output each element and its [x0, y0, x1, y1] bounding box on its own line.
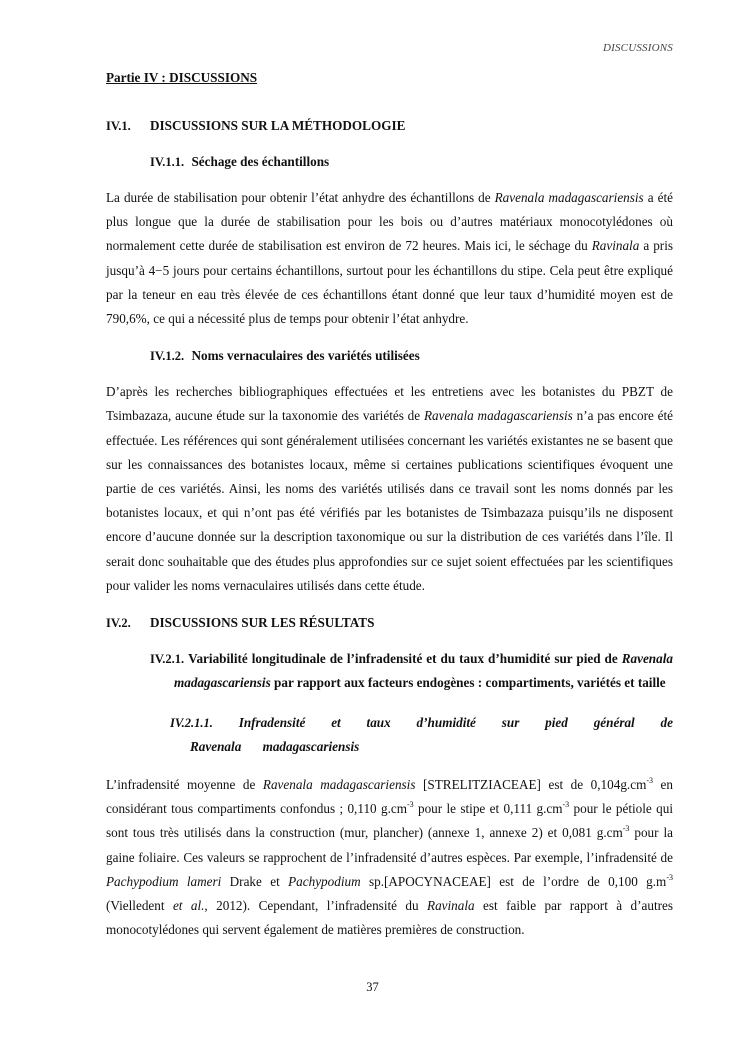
paragraph-text: D’après les recherches bibliographiques effectuées et les entretiens avec les botanistes du PBZT de Tsimbazaza, aucune étude sur la taxonomie des variétés de: [106, 384, 673, 424]
species-name: Ravenala madagascariensis: [423, 408, 573, 424]
paragraph-text: en considérant tous compartiments confondus ; 0,110 g.cm: [106, 777, 674, 817]
section-heading-results: [106, 613, 673, 633]
paragraph-vernacular: [106, 380, 673, 598]
citation-et-al: et al.: [172, 898, 205, 914]
paragraph-text: La durée de stabilisation pour obtenir l’état anhydre des échantillons de: [106, 190, 495, 205]
subsection-title: par rapport aux facteurs endogènes : compartiments, variétés et taille: [270, 675, 666, 691]
paragraph-text: pour la gaine foliaire. Ces valeurs se rapprochent de l’infradensité d’autres espèces. Par exemple, l’infradensité de: [106, 825, 673, 865]
section-number: IV.2.: [106, 616, 131, 631]
genus-name: Pachypodium: [288, 873, 361, 889]
paragraph-text: sp.[APOCYNACEAE] est de l’ordre de 0,100 g.m: [360, 873, 667, 889]
subsection-title: Séchage des échantillons: [191, 154, 330, 169]
unit-exponent: -3: [406, 800, 414, 810]
subsection-heading-variability: [106, 647, 673, 695]
paragraph-text: pour le pétiole qui sont tous très utilisés dans la construction (mur, plancher) (annexe 1, annexe 2) et 0,081 g.cm: [106, 801, 673, 841]
species-name: Pachypodium lameri: [106, 873, 222, 889]
subsubsection-number: IV.2.1.1.: [170, 716, 213, 731]
paragraph-text: a été plus longue que la durée de stabilisation pour les bois ou d’autres matériaux monocotylédones où normalement cette durée de stabilisation est environ de 72 heures. Mais ici, le séchage du: [106, 190, 673, 254]
subsection-number: IV.1.2.: [150, 349, 185, 364]
genus-name: Ravinala: [427, 898, 475, 914]
subsubsection-heading-infradensity: [106, 711, 673, 759]
paragraph-text: , 2012). Cependant, l’infradensité du: [204, 898, 428, 914]
paragraph-text: [STRELITZIACEAE] est de 0,104g.cm: [415, 777, 647, 793]
part-title: Partie IV : DISCUSSIONS: [106, 70, 258, 85]
paragraph-text: est faible par rapport à d’autres monocotylédones qui servent également de matières premières de construction.: [106, 898, 674, 938]
paragraph-text: n’a pas encore été effectuée. Les références qui sont généralement utilisées concernant les variétés existantes ne se basent que sur les connaissances des botanistes locaux, même si certaines publications scientifiques évoquent une partie de ces variétés. Ainsi, les noms des variétés utilisés dans ce travail sont les noms donnés par les botanistes locaux, et qui n’ont pas été vérifiés par les botanistes de Tsimbazaza puisqu’ils ne disposent encore d’aucune donnée sur la description taxonomique ou sur la distribution de ces variétés dans l’île. Il serait donc souhaitable que des études plus approfondies sur ce sujet soient effectuées par les scientifiques pour valider les noms vernaculaires utilisés dans cette étude.: [106, 408, 674, 593]
species-name: Ravenala madagascariensis: [174, 651, 673, 691]
unit-exponent: -3: [646, 776, 654, 786]
paragraph-text: Drake et: [221, 873, 289, 889]
paragraph-drying: [106, 186, 673, 331]
subsubsection-title: Infradensité et taux d’humidité sur pied général de Ravenala madagascariensis: [190, 715, 674, 755]
subsection-title: Noms vernaculaires des variétés utilisées: [191, 348, 420, 364]
unit-exponent: -3: [666, 872, 673, 882]
subsection-title: Variabilité longitudinale de l’infradensité et du taux d’humidité sur pied de: [188, 651, 622, 667]
paragraph-text: (Vielledent: [106, 898, 173, 914]
subsection-number: IV.2.1.: [150, 652, 185, 667]
subsection-heading-vernacular: [106, 346, 673, 366]
section-title: DISCUSSIONS SUR LES RÉSULTATS: [150, 615, 375, 631]
unit-exponent: -3: [562, 800, 570, 810]
section-title: DISCUSSIONS SUR LA MÉTHODOLOGIE: [150, 118, 406, 133]
section-heading-methodology: [106, 116, 673, 136]
paragraph-text: a pris jusqu’à 4−5 jours pour certains échantillons, surtout pour les échantillons du stipe. Cela peut être expliqué par la teneur en eau très élevée de ces échantillons étant donné que leur taux d’humidité moyen est de 790,6%, ce qui a nécessité plus de temps pour obtenir l’état anhydre.: [106, 238, 673, 327]
running-head: DISCUSSIONS: [602, 42, 673, 54]
unit-exponent: -3: [622, 824, 630, 834]
paragraph-text: L’infradensité moyenne de: [106, 777, 263, 793]
paragraph-infradensity: [106, 773, 673, 942]
subsection-number: IV.1.1.: [150, 155, 185, 169]
section-number: IV.1.: [106, 119, 131, 133]
species-name: Ravenala madagascariensis: [494, 190, 644, 205]
page-number: 37: [366, 980, 379, 994]
species-name: Ravenala madagascariensis: [262, 777, 416, 793]
paragraph-text: pour le stipe et 0,111 g.cm: [413, 801, 563, 817]
page-body: [106, 68, 673, 942]
subsection-heading-drying: [106, 152, 673, 172]
genus-name: Ravinala: [591, 238, 640, 254]
